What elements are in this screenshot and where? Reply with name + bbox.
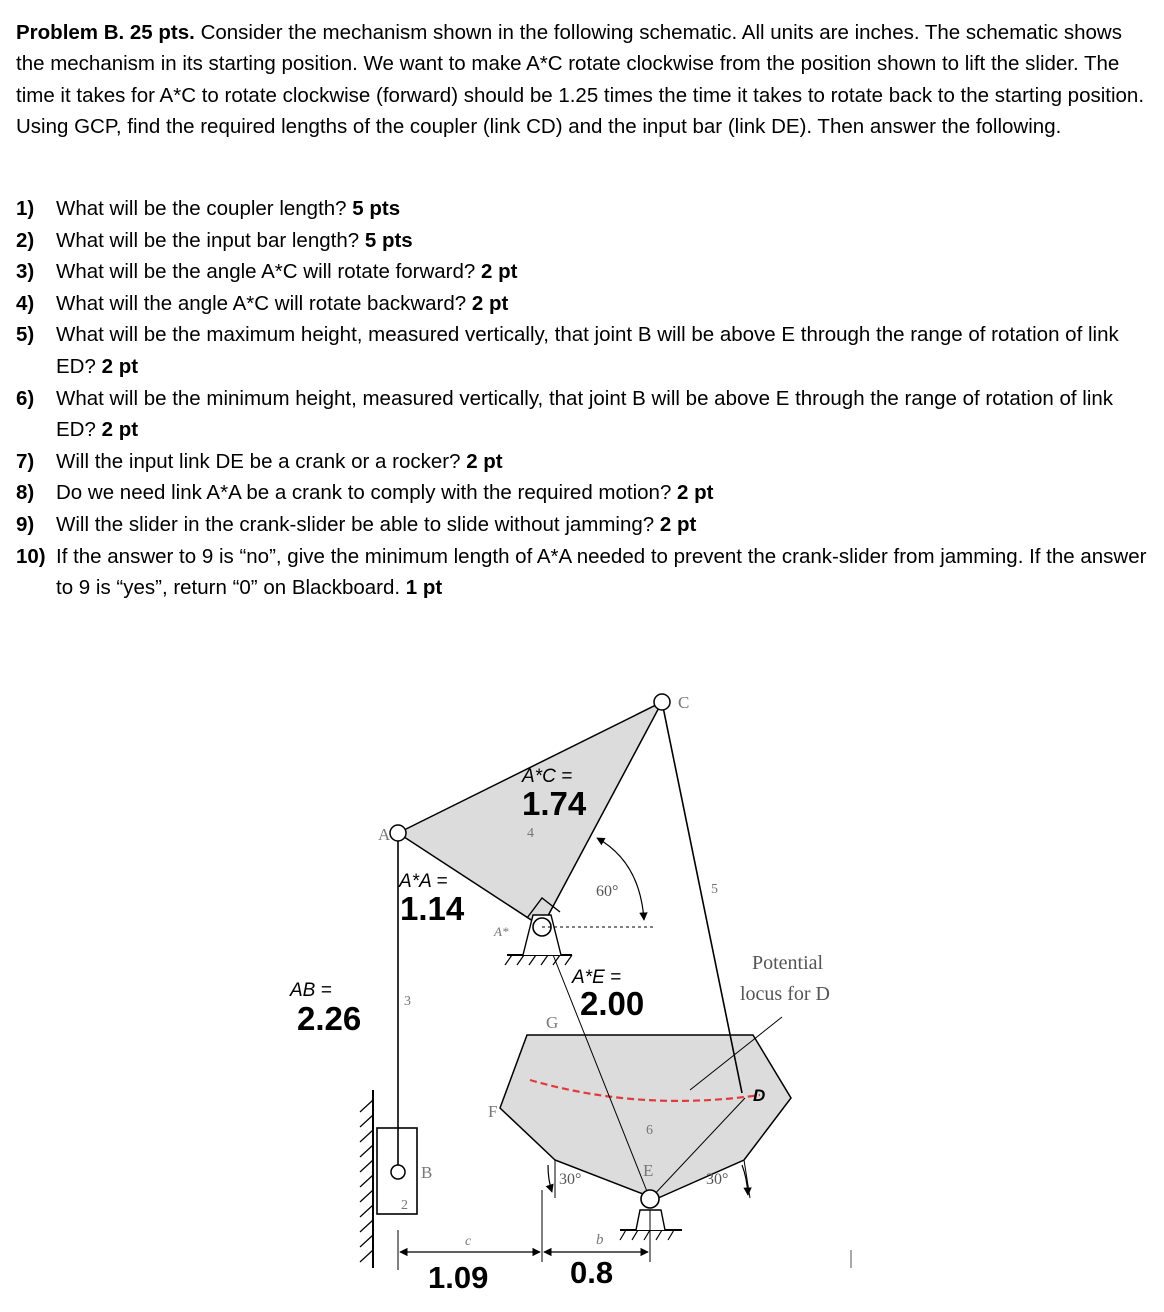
- angle-30-right-label: 30°: [706, 1171, 729, 1188]
- pivot-a-star-hatching: [505, 955, 572, 965]
- ac-label: A*C =: [522, 766, 573, 787]
- slider-guide-hatching: [360, 1100, 373, 1262]
- question-item: 10) If the answer to 9 is “no”, give the minimum length of A*A needed to prevent the crank-slider from jamming. If the answer to 9 is “yes”, return “0” on Blackboard. 1 pt: [16, 544, 1147, 600]
- ac-value: 1.74: [522, 785, 587, 822]
- ab-label: AB =: [290, 980, 332, 1001]
- label-a: A: [378, 825, 391, 844]
- label-g: G: [546, 1013, 559, 1032]
- label-d: D: [753, 1086, 766, 1105]
- question-item: 5) What will be the maximum height, measured vertically, that joint B will be above E through the range of rotation of link ED? 2 pt: [16, 323, 1119, 378]
- question-item: 9) Will the slider in the crank-slider be able to slide without jamming? 2 pt: [16, 512, 697, 536]
- joint-a: [390, 825, 406, 841]
- label-b: B: [421, 1163, 433, 1182]
- question-item: 6) What will be the minimum height, measured vertically, that joint B will be above E through the range of rotation of link ED? 2 pt: [16, 386, 1114, 442]
- label-link-4: 4: [527, 826, 534, 841]
- label-f: F: [488, 1102, 498, 1121]
- problem-label: Problem B. 25 pts.: [16, 21, 195, 44]
- label-link-6: 6: [646, 1123, 653, 1138]
- joint-c: [654, 694, 670, 710]
- label-link-3: 3: [404, 994, 411, 1009]
- ae-value: 2.00: [580, 985, 645, 1022]
- locus-label-line-2: locus for D: [740, 983, 830, 1005]
- angle-30-left-label: 30°: [559, 1171, 582, 1188]
- pivot-e-hatching: [620, 1230, 674, 1240]
- locus-label-line-1: Potential: [752, 952, 824, 974]
- label-link-5: 5: [711, 882, 718, 897]
- question-item: 7) Will the input link DE be a crank or a rocker? 2 pt: [16, 449, 503, 473]
- c-value: 1.09: [428, 1260, 489, 1295]
- question-item: 4) What will the angle A*C will rotate backward? 2 pt: [16, 291, 509, 315]
- angle-60-arc: [597, 838, 644, 920]
- question-item: 3) What will be the angle A*C will rotate forward? 2 pt: [16, 260, 518, 284]
- angle-30-right-reference: [744, 1160, 750, 1198]
- label-c: C: [678, 693, 690, 712]
- joint-b: [391, 1165, 405, 1179]
- question-item: 1) What will be the coupler length? 5 pts: [16, 197, 401, 220]
- problem-intro: Consider the mechanism shown in the following schematic. All units are inches. The schematic shows the mechanism in its starting position. We want to make A*C rotate clockwise from the position shown to lift the slider. The time it takes for A*C to rotate clockwise (forward) should be 1.25 times the time it takes to rotate back to the starting position. Using GCP, find the required lengths of the coupler (link CD) and the input bar (link DE). Then answer the following.: [16, 21, 1145, 138]
- question-item: 2) What will be the input bar length? 5 pts: [16, 228, 413, 252]
- angle-60-label: 60°: [596, 883, 619, 900]
- question-item: 8) Do we need link A*A be a crank to comply with the required motion? 2 pt: [16, 481, 714, 505]
- label-e: E: [643, 1161, 654, 1180]
- label-a-star: A*: [494, 924, 509, 939]
- label-dim-c: c: [465, 1234, 472, 1249]
- b-value: 0.8: [570, 1255, 614, 1290]
- aa-value: 1.14: [400, 890, 465, 927]
- ae-label: A*E =: [572, 967, 622, 988]
- label-dim-b: b: [596, 1232, 604, 1248]
- joint-e: [641, 1190, 659, 1208]
- aa-label: A*A =: [399, 871, 448, 892]
- label-link-2: 2: [401, 1198, 408, 1213]
- angle-30-left-arc: [548, 1165, 552, 1192]
- ab-value: 2.26: [297, 1000, 362, 1037]
